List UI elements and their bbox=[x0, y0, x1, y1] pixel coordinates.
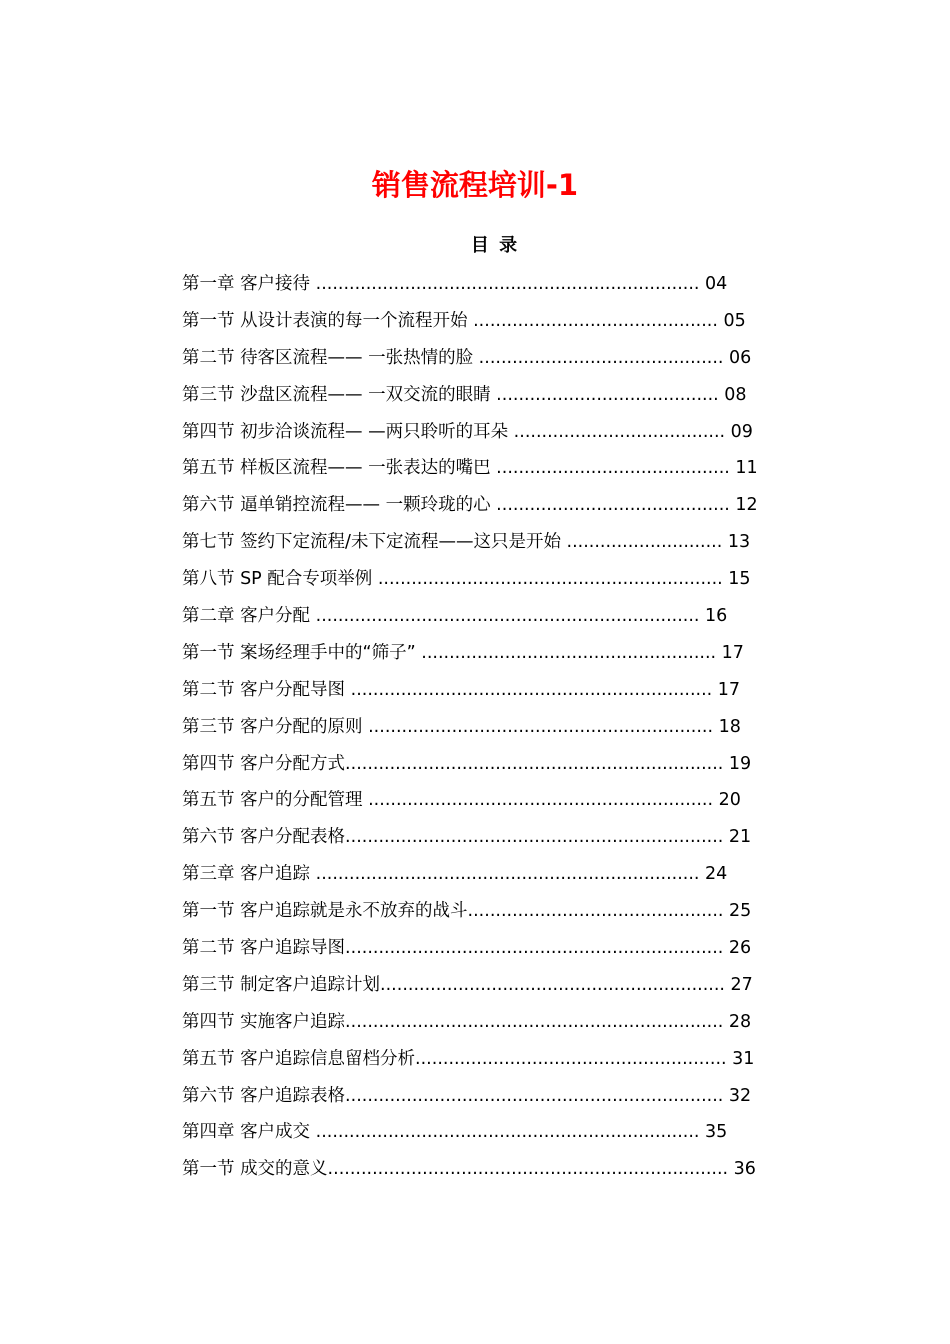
toc-entry-text: 第二章 客户分配 ..................................................................... 16 bbox=[182, 606, 728, 627]
toc-entry-text: 第四节 客户分配方式.................................................................... 19 bbox=[182, 753, 752, 774]
toc-entry-text: 第八节 SP 配合专项举例 .............................................................. 15 bbox=[182, 569, 751, 590]
toc-entry bbox=[182, 749, 758, 786]
toc-entry bbox=[182, 638, 758, 675]
toc-entry bbox=[182, 343, 758, 380]
toc-entry bbox=[182, 306, 758, 343]
toc-entry bbox=[182, 933, 758, 970]
toc-entry bbox=[182, 527, 758, 564]
toc-entry bbox=[182, 896, 758, 933]
toc-entry bbox=[182, 417, 758, 454]
toc-entry-text: 第三节 客户分配的原则 .............................................................. 18 bbox=[182, 716, 741, 737]
toc-entry-text: 第六节 客户追踪表格.................................................................... 32 bbox=[182, 1085, 752, 1106]
toc-entry bbox=[182, 712, 758, 749]
toc-entry-text: 第一节 案场经理手中的“筛子” ..................................................... 17 bbox=[182, 642, 744, 663]
toc-entry bbox=[182, 859, 758, 896]
toc-entry bbox=[182, 1081, 758, 1118]
toc-entry-text: 第三节 沙盘区流程—— 一双交流的眼睛 ........................................ 08 bbox=[182, 384, 747, 405]
toc-entry-text: 第七节 签约下定流程/未下定流程——这只是开始 ............................ 13 bbox=[182, 532, 751, 553]
toc-entry-text: 第四节 初步洽谈流程— —两只聆听的耳朵 ...................................... 09 bbox=[182, 421, 753, 442]
toc-entry bbox=[182, 601, 758, 638]
toc-entry-text: 第一章 客户接待 ..................................................................... 04 bbox=[182, 274, 728, 294]
toc-entry-text: 第六节 客户分配表格.................................................................... 21 bbox=[182, 827, 752, 848]
toc-entry-text: 第四章 客户成交 ..................................................................... 35 bbox=[182, 1122, 728, 1143]
toc-entry bbox=[182, 490, 758, 527]
toc-entry-text: 第五节 样板区流程—— 一张表达的嘴巴 .......................................... 11 bbox=[182, 458, 758, 479]
toc-entry-text: 第四节 实施客户追踪.................................................................... 28 bbox=[182, 1011, 752, 1032]
document-title: 销售流程培训-1 bbox=[371, 168, 579, 202]
toc-heading: 目 录 bbox=[470, 235, 520, 256]
toc-entry bbox=[182, 1154, 758, 1191]
toc-entry bbox=[182, 1007, 758, 1044]
toc-entry bbox=[182, 1044, 758, 1081]
toc-entry bbox=[182, 453, 758, 490]
toc-entry-text: 第三章 客户追踪 ..................................................................... 24 bbox=[182, 864, 728, 885]
toc-entry-text: 第二节 客户分配导图 ................................................................. 17 bbox=[182, 679, 741, 700]
toc-entry bbox=[182, 380, 758, 417]
toc-entry-text: 第二节 客户追踪导图.................................................................... 26 bbox=[182, 938, 752, 959]
toc-entry bbox=[182, 564, 758, 601]
toc-entry-text: 第五节 客户追踪信息留档分析........................................................ 31 bbox=[182, 1048, 755, 1069]
toc-entry bbox=[182, 269, 758, 306]
toc-entry bbox=[182, 675, 758, 712]
toc-entry bbox=[182, 1117, 758, 1154]
toc-entry bbox=[182, 970, 758, 1007]
toc-entry-text: 第六节 逼单销控流程—— 一颗玲珑的心 .......................................... 12 bbox=[182, 495, 758, 516]
toc-entry bbox=[182, 822, 758, 859]
toc-entry-text: 第五节 客户的分配管理 .............................................................. 20 bbox=[182, 790, 741, 811]
toc-entry-text: 第三节 制定客户追踪计划.............................................................. 27 bbox=[182, 974, 753, 995]
toc-entry-text: 第二节 待客区流程—— 一张热情的脸 ............................................ 06 bbox=[182, 347, 752, 368]
table-of-contents bbox=[182, 269, 758, 1191]
toc-entry bbox=[182, 785, 758, 822]
toc-entry-text: 第一节 客户追踪就是永不放弃的战斗.............................................. 25 bbox=[182, 901, 752, 922]
toc-entry-text: 第一节 从设计表演的每一个流程开始 ............................................ 05 bbox=[182, 310, 746, 331]
toc-entry-text: 第一节 成交的意义........................................................................ 36 bbox=[182, 1159, 756, 1180]
